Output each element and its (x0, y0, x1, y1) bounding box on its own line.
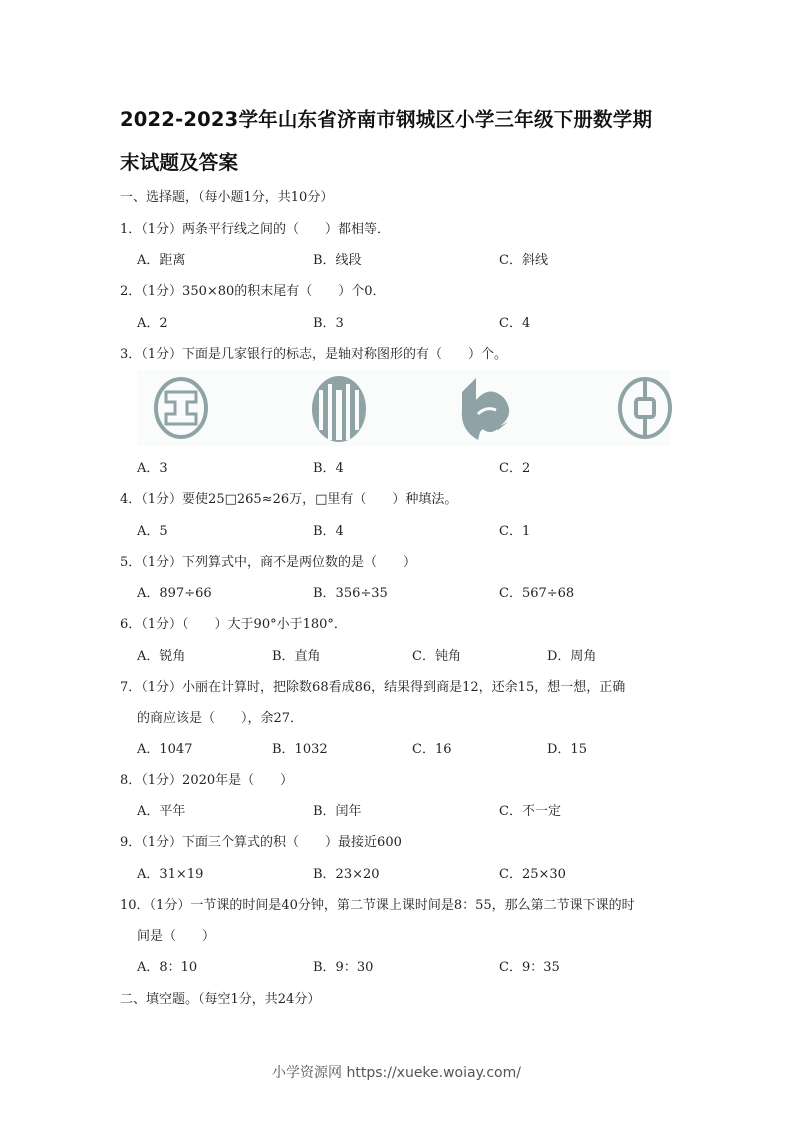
question-6-option-a: A．锐角 (137, 649, 186, 664)
question-3-option-c: C．2 (499, 461, 531, 476)
question-5-option-c: C．567÷68 (499, 586, 575, 601)
question-2-option-c: C．4 (499, 316, 531, 331)
question-1-text: 1．（1分）两条平行线之间的（ ）都相等． (120, 222, 391, 237)
question-8-option-c: C．不一定 (499, 804, 561, 819)
question-7-option-d: D．15 (547, 742, 587, 757)
question-6-option-b: B．直角 (272, 649, 321, 664)
question-1-option-a: A．距离 (137, 253, 186, 268)
question-9-text: 9．（1分）下面三个算式的积（ ）最接近600 (120, 835, 402, 850)
question-10-option-b: B．9：30 (313, 960, 374, 975)
question-3-text: 3．（1分）下面是几家银行的标志，是轴对称图形的有（ ）个。 (120, 347, 508, 362)
question-8-text: 8．（1分）2020年是（ ） (120, 773, 294, 788)
question-4-text: 4．（1分）要使25□265≈26万，□里有（ ）种填法。 (120, 492, 458, 507)
question-7-text-line-1: 7．（1分）小丽在计算时，把除数68看成86，结果得到商是12，还余15，想一想，正确 (120, 680, 626, 695)
question-5-option-a: A．897÷66 (137, 586, 212, 601)
section-1-heading: 一、选择题，（每小题1分，共10分） (120, 190, 334, 205)
bank-logos-figure (137, 370, 670, 446)
question-5-option-b: B．356÷35 (313, 586, 388, 601)
question-3-option-b: B．4 (313, 461, 344, 476)
question-4-option-c: C．1 (499, 524, 531, 539)
question-10-text-line-2: 间是（ ） (137, 929, 216, 944)
question-3-option-a: A．3 (137, 461, 168, 476)
document-title-line-1: 2022-2023学年山东省济南市钢城区小学三年级下册数学期 (120, 108, 653, 131)
question-6-option-c: C．钝角 (412, 649, 461, 664)
question-6-text: 6．（1分）（ ）大于90°小于180°． (120, 617, 347, 632)
question-8-option-a: A．平年 (137, 804, 186, 819)
icbc-logo-icon (145, 370, 225, 446)
question-9-option-c: C．25×30 (499, 867, 566, 882)
question-4-option-b: B．4 (313, 524, 344, 539)
question-5-text: 5．（1分）下列算式中，商不是两位数的是（ ） (120, 555, 417, 570)
question-7-text-line-2: 的商应该是（ ），余27． (137, 711, 304, 726)
question-2-option-b: B．3 (313, 316, 344, 331)
question-4-option-a: A．5 (137, 524, 168, 539)
question-9-option-a: A．31×19 (137, 867, 204, 882)
question-10-option-c: C．9：35 (499, 960, 560, 975)
citic-logo-icon (299, 370, 379, 446)
section-2-heading: 二、填空题。（每空1分，共24分） (120, 992, 321, 1007)
question-7-option-c: C．16 (412, 742, 452, 757)
question-7-option-b: B．1032 (272, 742, 328, 757)
question-7-option-a: A．1047 (137, 742, 193, 757)
bank-of-communications-logo-icon (450, 370, 530, 446)
question-9-option-b: B．23×20 (313, 867, 380, 882)
footer-watermark: 小学资源网 https://xueke.woiay.com/ (272, 1065, 521, 1081)
question-10-option-a: A．8：10 (137, 960, 198, 975)
question-1-option-b: B．线段 (313, 253, 362, 268)
question-10-text-line-1: 10．（1分）一节课的时间是40分钟，第二节课上课时间是8：55，那么第二节课下课的时 (120, 898, 635, 913)
question-2-option-a: A．2 (137, 316, 168, 331)
question-1-option-c: C．斜线 (499, 253, 548, 268)
document-title-line-2: 末试题及答案 (120, 151, 239, 174)
bank-of-china-logo-icon (605, 370, 685, 446)
question-6-option-d: D．周角 (547, 649, 597, 664)
question-8-option-b: B．闰年 (313, 804, 362, 819)
question-2-text: 2．（1分）350×80的积末尾有（ ）个0． (120, 284, 386, 299)
